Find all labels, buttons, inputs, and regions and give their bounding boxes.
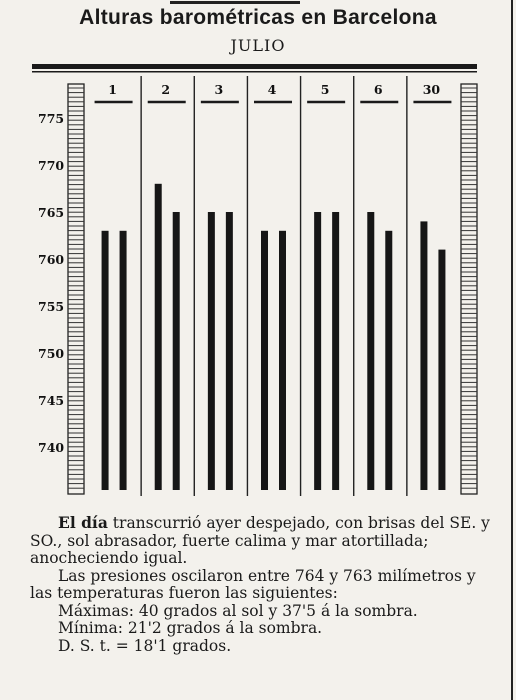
pressure-bar [173,212,180,490]
y-tick-label: 770 [38,158,65,173]
pressure-bar [102,231,109,490]
report-text-1: transcurrió ayer despejado, con brisas del SE. y SO., sol abrasador, fuerte calima y mar atortillada; anocheciendo igual. [30,514,490,567]
day-label: 2 [161,82,171,97]
pressure-bar [120,231,127,490]
right-scale-rungs [461,88,477,488]
report-paragraph-5: D. S. t. = 18'1 grados. [58,636,232,655]
y-tick-label: 775 [38,111,65,126]
y-tick-label: 755 [38,299,65,314]
y-tick-label: 745 [38,393,65,408]
pressure-bar [420,221,427,490]
barometer-chart [0,58,516,508]
chart-subtitle: JULIO [230,36,286,55]
report-paragraph-3: Máximas: 40 grados al sol y 37'5 á la sombra. [58,601,418,620]
pressure-bar [155,184,162,490]
day-label: 4 [267,82,277,97]
chart-title: Alturas barométricas en Barcelona [79,6,437,29]
y-tick-label: 740 [38,440,65,455]
day-label: 6 [373,82,383,97]
report-lead: El día [58,513,108,532]
pressure-bar [314,212,321,490]
day-label: 3 [214,82,224,97]
pressure-bar [367,212,374,490]
day-label: 5 [320,82,330,97]
chart-top-rule [32,64,477,69]
pressure-bar [279,231,286,490]
pressure-bar [208,212,215,490]
pressure-bar [261,231,268,490]
chart-top-rule-thin [32,71,477,73]
day-label: 30 [422,82,441,97]
pressure-bar [226,212,233,490]
weather-report [30,514,500,655]
report-paragraph-4: Mínima: 21'2 grados á la sombra. [58,619,323,637]
y-tick-label: 760 [38,252,65,267]
pressure-bar [438,250,445,490]
report-paragraph-2: Las presiones oscilaron entre 764 y 763 milímetros y las temperaturas fueron las siguientes: [30,566,476,602]
pressure-bar [332,212,339,490]
left-scale-rungs [68,88,84,488]
report-paragraph-1 [30,514,500,568]
top-rule [170,1,300,4]
y-tick-label: 750 [38,346,65,361]
pressure-bar [385,231,392,490]
day-label: 1 [108,82,117,97]
y-tick-label: 765 [38,205,65,220]
